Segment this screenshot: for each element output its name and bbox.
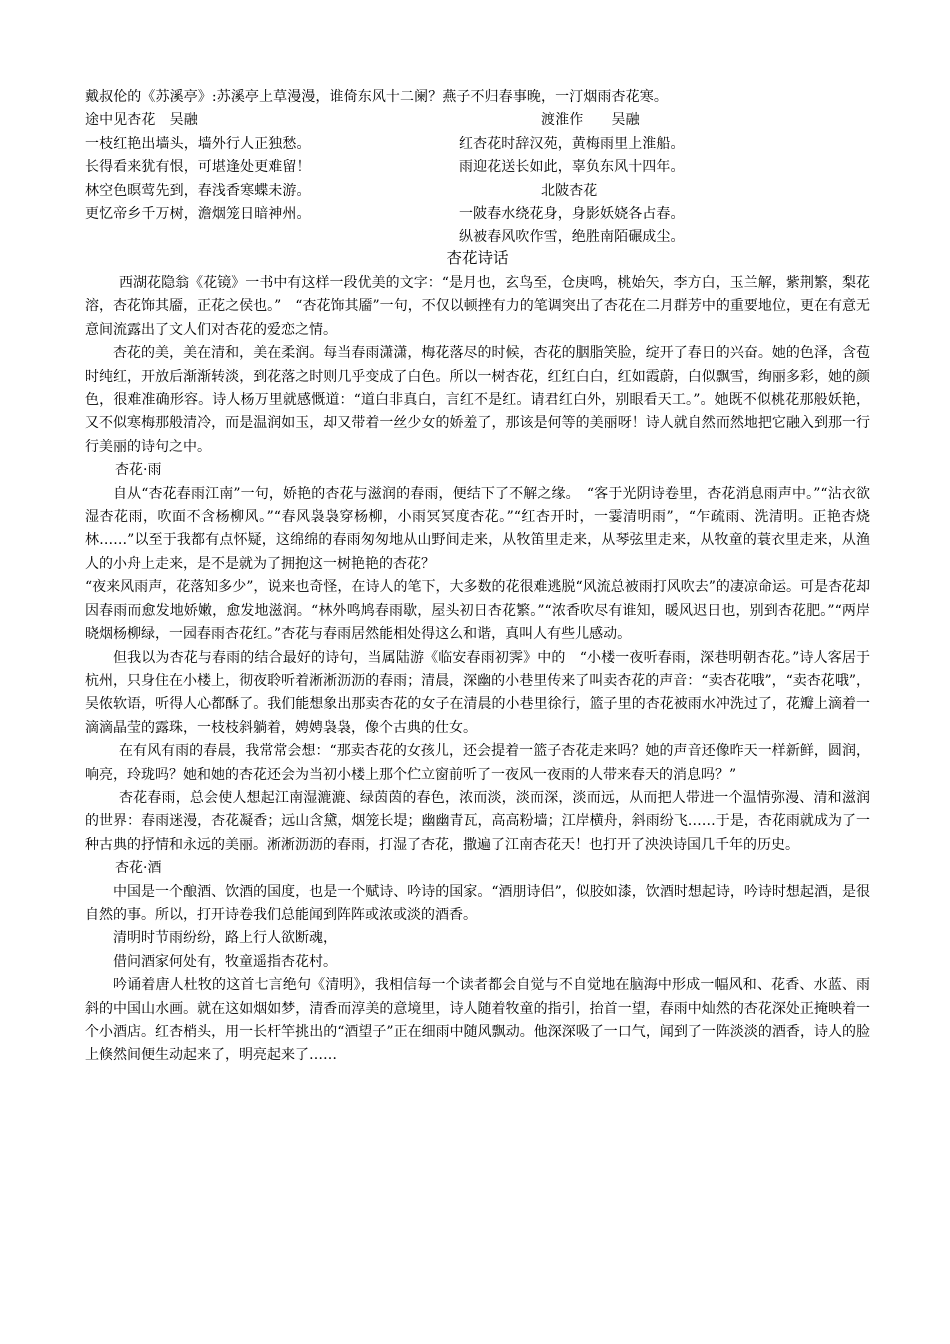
poem-line: 一陂春水绕花身，身影妖娆各占春。 — [459, 206, 685, 223]
poem-line: 红杏花时辞汉苑，黄梅雨里上淮船。 — [459, 135, 685, 152]
section-heading-wine: 杏花·酒 — [115, 860, 162, 877]
paragraph: 杏花的美，美在清和，美在柔润。每当春雨潇潇，梅花落尽的时候，杏花的胭脂笑脸，绽开了春日的兴奋。她的色泽，含苞时纯红，开放后渐渐转淡，到花落之时则几乎变成了白色。所以一树杏花，红红白白，红如霞蔚，白似飘雪，绚丽多彩，她的颜色，很难准确形容。诗人杨万里就感慨道：“道白非真白，言红不是红。请君红白外，别眼看天工。”。她既不似桃花那般妖艳，又不似寒梅那般清冷，而是温润如玉，却又带着一丝少女的娇羞了，那该是何等的美丽呀！诗人就自然而然地把它融入到那一行行美丽的诗句之中。 — [85, 345, 870, 455]
verse-line: 借问酒家何处有，牧童遥指杏花村。 — [113, 953, 337, 970]
poem-line: 长得看来犹有恨，可堪逢处更难留！ — [85, 159, 311, 176]
poem-line: 更忆帝乡千万树，澹烟笼日暗神州。 — [85, 206, 311, 223]
document-page — [85, 86, 870, 1068]
poem-left-heading: 途中见杏花 吴融 — [85, 112, 198, 129]
article-title: 杏花诗话 — [446, 249, 509, 267]
paragraph: 在有风有雨的春晨，我常常会想：“那卖杏花的女孩儿，还会提着一篮子杏花走来吗？她的声音还像昨天一样新鲜，圆润，响亮，玲珑吗？她和她的杏花还会为当初小楼上那个伫立窗前听了一夜风一夜雨的人带来春天的消息吗？” — [85, 743, 870, 783]
paragraph: 西湖花隐翁《花镜》一书中有这样一段优美的文字：“是月也，玄鸟至，仓庚鸣，桃始矢，李方白，玉兰解，紫荆繁，梨花溶，杏花饰其靥，正花之侯也。” “杏花饰其靥”一句，不仅以顿挫有力的笔调突出了杏花在二月群芳中的重要地位，更在有意无意间流露出了文人们对杏花的爱恋之情。 — [85, 275, 870, 338]
paragraph: 自从“杏花春雨江南”一句，娇艳的杏花与滋润的春雨，便结下了不解之缘。 “客于光阴诗卷里，杏花消息雨声中。”“沾衣欲湿杏花雨，吹面不含杨柳风。”“春风袅袅穿杨柳，小雨冥冥度杏花。”“红杏开时，一霎清明雨”，“乍疏雨、洗清明。正艳杏烧林……”以至于我都有点怀疑，这绵绵的春雨匆匆地从山野间走来，从牧笛里走来，从琴弦里走来，从牧童的蓑衣里走来，从渔人的小舟上走来，是不是就为了拥抱这一树艳艳的杏花？ — [85, 485, 870, 572]
poem-line: 纵被春风吹作雪，绝胜南陌碾成尘。 — [459, 229, 685, 246]
poem-right-1-heading: 渡淮作 吴融 — [541, 112, 640, 129]
poem-right — [459, 109, 870, 249]
paragraph: 但我以为杏花与春雨的结合最好的诗句，当属陆游《临安春雨初霁》中的 “小楼一夜听春雨，深巷明朝杏花。”诗人客居于杭州，只身住在小楼上，彻夜聆听着淅淅沥沥的春雨；清晨，深幽的小巷里传来了叫卖杏花的声音：“卖杏花哦”，“卖杏花哦”，吴侬软语，听得人心都酥了。我们能想象出那卖杏花的女子在清晨的小巷里徐行，篮子里的杏花被雨水冲洗过了，花瓣上滴着一滴滴晶莹的露珠，一枝枝斜躺着，娉娉袅袅，像个古典的仕女。 — [85, 649, 870, 736]
poem-section — [85, 86, 870, 244]
poem-line: 林空色暝莺先到，春浅香寒蝶未游。 — [85, 182, 311, 199]
section-heading-rain: 杏花·雨 — [115, 462, 162, 479]
poem-right-2-heading: 北陂杏花 — [541, 182, 598, 199]
poem-line: 雨迎花送长如此，辜负东风十四年。 — [459, 159, 685, 176]
paragraph: “夜来风雨声，花落知多少”，说来也奇怪，在诗人的笔下，大多数的花很难逃脱“风流总被雨打风吹去”的凄凉命运。可是杏花却因春雨而愈发地娇嫩，愈发地滋润。“林外鸣鸠春雨歇，屋头初日杏花繁。”“浓香吹尽有谁知，暖风迟日也，别到杏花肥。”“两岸晓烟杨柳绿，一园春雨杏花红。”杏花与春雨居然能相处得这么和谐，真叫人有些儿感动。 — [85, 579, 870, 643]
intro-line: 戴叔伦的《苏溪亭》:苏溪亭上草漫漫，谁倚东风十二阑？燕子不归春事晚，一汀烟雨杏花寒。 — [85, 89, 668, 105]
poem-line: 一枝红艳出墙头，墙外行人正独愁。 — [85, 135, 311, 152]
paragraph: 中国是一个酿酒、饮酒的国度，也是一个赋诗、吟诗的国家。“酒朋诗侣”，似胶如漆，饮酒时想起诗，吟诗时想起酒，是很自然的事。所以，打开诗卷我们总能闻到阵阵或浓或淡的酒香。 — [85, 883, 870, 923]
poem-left — [85, 109, 445, 226]
paragraph: 吟诵着唐人杜牧的这首七言绝句《清明》，我相信每一个读者都会自觉与不自觉地在脑海中形成一幅风和、花香、水蓝、雨斜的中国山水画。就在这如烟如梦，清香而淳美的意境里，诗人随着牧童的指引，抬首一望，春雨中灿然的杏花深处正掩映着一个小酒店。红杏梢头，用一长杆竿挑出的“酒望子”正在细雨中随风飘动。他深深吸了一口气，闻到了一阵淡淡的酒香，诗人的脸上倏然间便生动起来了，明亮起来了…… — [85, 977, 870, 1064]
paragraph: 杏花春雨，总会使人想起江南湿漉漉、绿茵茵的春色，浓而淡，淡而深，淡而远，从而把人带进一个温情弥漫、清和滋润的世界：春雨迷漫，杏花凝香；远山含黛，烟笼长堤；幽幽青瓦，高高粉墙；江岸横舟，斜雨纷飞……于是，杏花雨就成为了一种古典的抒情和永远的美丽。淅淅沥沥的春雨，打湿了杏花，撒遍了江南杏花天！也打开了泱泱诗国几千年的历史。 — [85, 789, 870, 853]
verse-line: 清明时节雨纷纷，路上行人欲断魂， — [113, 930, 337, 947]
